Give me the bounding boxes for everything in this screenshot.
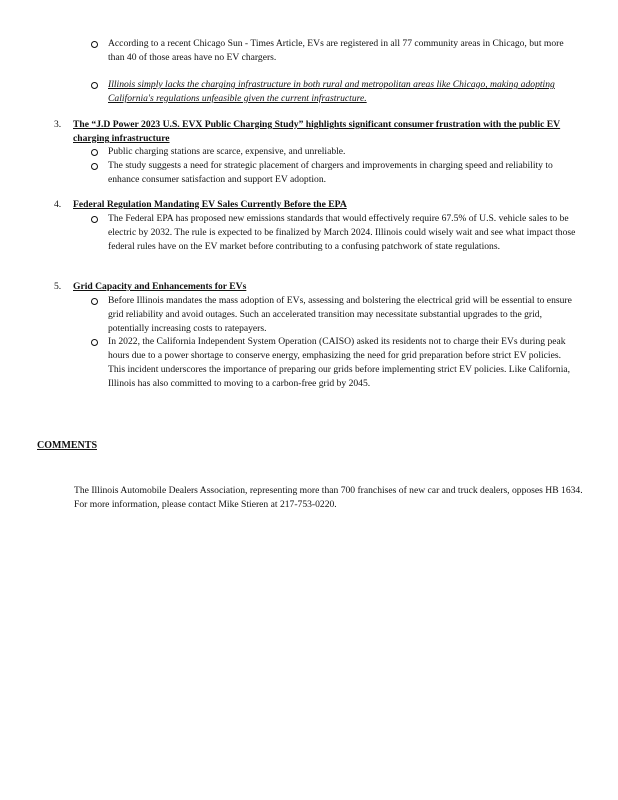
list-item-text: The Federal EPA has proposed new emissions standards that would effectively require 67.5% of U.S. vehicle sales to be electric by 2032. The rule is expected to be finalized by March 2024. Illinois could wisely wait and see what impact those federal rules have on the EV market before contributing to a confusing patchwork of state regulations. — [108, 213, 576, 252]
list-item — [108, 335, 580, 391]
hollow-circle-bullet-icon — [91, 298, 98, 305]
section-number: 3. — [54, 119, 62, 130]
hollow-circle-bullet-icon — [91, 216, 98, 223]
hollow-circle-bullet-icon — [91, 163, 98, 170]
list-item — [108, 37, 580, 65]
section-title: Grid Capacity and Enhancements for EVs — [73, 281, 247, 292]
section-number: 4. — [54, 199, 62, 210]
hollow-circle-bullet-icon — [91, 41, 98, 48]
list-item-text: In 2022, the California Independent System Operation (CAISO) asked its residents not to charge their EVs during peak hours due to a power shortage to conserve energy, emphasizing the need for grid preparation before strict EV policies. This incident underscores the importance of preparing our grids before implementing strict EV policies. Like California, Illinois has also committed to moving to a carbon-free grid by 2045. — [108, 336, 571, 389]
list-item-text: According to a recent Chicago Sun - Times Article, EVs are registered in all 77 community areas in Chicago, but more than 40 of those areas have no EV chargers. — [108, 38, 564, 63]
list-item — [108, 145, 580, 159]
hollow-circle-bullet-icon — [91, 82, 98, 89]
comments-heading: COMMENTS — [37, 440, 97, 451]
list-item-text: Public charging stations are scarce, expensive, and unreliable. — [108, 146, 346, 157]
list-item — [108, 212, 580, 254]
hollow-circle-bullet-icon — [91, 149, 98, 156]
section-title: The “J.D Power 2023 U.S. EVX Public Charging Study” highlights significant consumer frustration with the public EV charging infrastructure — [73, 119, 561, 144]
list-item — [108, 159, 580, 187]
list-item — [108, 78, 580, 106]
list-item — [108, 294, 580, 336]
list-item-text: The study suggests a need for strategic placement of chargers and improvements in charging speed and reliability to enhance consumer satisfaction and support EV adoption. — [108, 160, 553, 185]
hollow-circle-bullet-icon — [91, 339, 98, 346]
list-item-text: Illinois simply lacks the charging infrastructure in both rural and metropolitan areas like Chicago, making adopting California's regulations unfeasible given the current infrastructure. — [108, 79, 555, 104]
comments-text: The Illinois Automobile Dealers Association, representing more than 700 franchises of new car and truck dealers, opposes HB 1634. For more information, please contact Mike Stieren at 217-753-0220. — [74, 485, 583, 510]
section-number: 5. — [54, 281, 62, 292]
list-item-text: Before Illinois mandates the mass adoption of EVs, assessing and bolstering the electrical grid will be essential to ensure grid reliability and avoid outages. Such an accelerated transition may necessitate substantial upgrades to the grid, potentially increasing costs to ratepayers. — [108, 295, 572, 334]
section-title: Federal Regulation Mandating EV Sales Currently Before the EPA — [73, 199, 347, 210]
